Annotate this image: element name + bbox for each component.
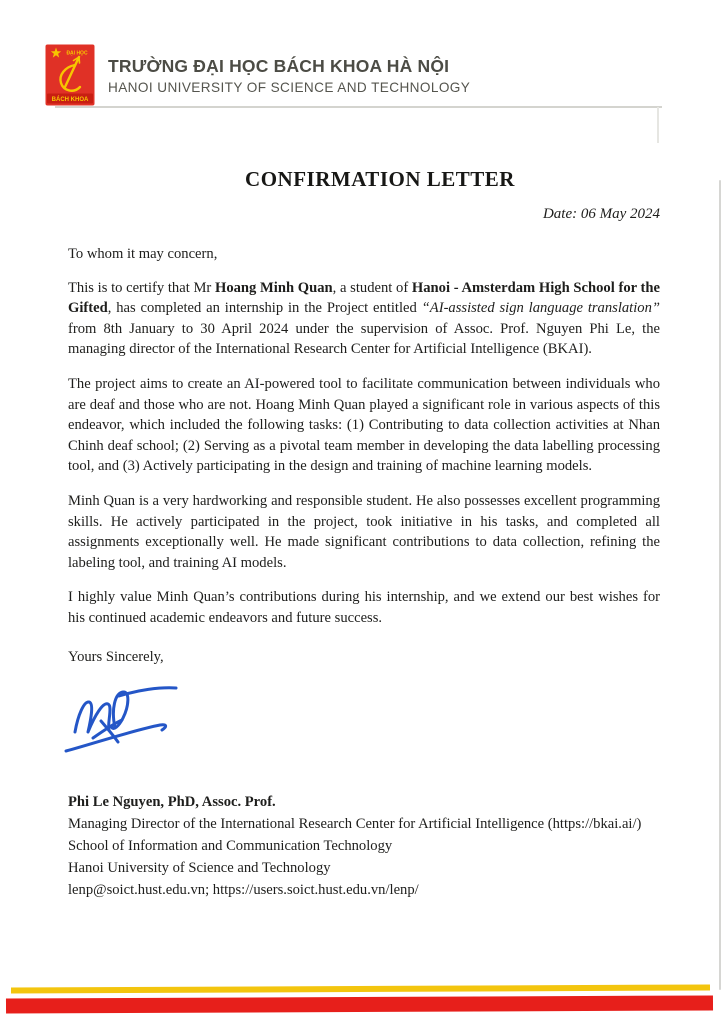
student-name: Hoang Minh Quan: [214, 279, 333, 296]
para1-text-1: This is to certify that Mr: [68, 279, 215, 296]
signature-strokes: [66, 688, 176, 751]
logo-bottom-text: BÁCH KHOA: [51, 97, 89, 103]
signer-title: Managing Director of the International Research Center for Artificial Intelligence (https://bkai.ai/): [68, 816, 642, 833]
para1-text-3: , has completed an internship in the Project entitled: [107, 300, 422, 317]
footer-yellow-bar: [11, 984, 710, 993]
date-line: Date: 06 May 2024: [542, 206, 660, 222]
para1-text-2: , a student of: [332, 279, 412, 296]
signer-university: Hanoi University of Science and Technology: [68, 860, 331, 877]
university-logo-icon: [45, 44, 95, 106]
university-name-en: HANOI UNIVERSITY OF SCIENCE AND TECHNOLOGY: [108, 79, 471, 95]
paragraph-2: The project aims to create an AI-powered tool to facilitate communication between individuals who are deaf and those who are not. Hoang Minh Quan played a significant role in various aspects of this endeavor, which included the following tasks: (1) Contributing to data collection activities at Nhan Chinh deaf school; (2) Serving as a pivotal team member in developing the data labelling processing tool, and (3) Actively participating in the design and training of machine learning models.: [68, 375, 660, 475]
university-name-vi: TRƯỜNG ĐẠI HỌC BÁCH KHOA HÀ NỘI: [108, 55, 450, 76]
signer-school: School of Information and Communication Technology: [68, 838, 393, 855]
paragraph-4: I highly value Minh Quan’s contributions during his internship, and we extend our best wishes for his continued academic endeavors and future success.: [68, 589, 660, 626]
signature: [62, 675, 660, 761]
signature-image: [62, 675, 197, 759]
scan-edge-line: [719, 180, 721, 990]
paragraph-3: Minh Quan is a very hardworking and responsible student. He also possesses excellent programming skills. He actively participated in the project, took initiative in his tasks, and completed all assignments exceptionally well. He made significant contributions to data collection, refining the labeling tool, and training AI models.: [68, 492, 660, 571]
footer-red-bar: [6, 995, 713, 1013]
letterhead: [45, 44, 470, 106]
project-title: “AI-assisted sign language translation”: [421, 300, 660, 317]
paragraph-1: [68, 278, 660, 360]
closing: Yours Sincerely,: [68, 648, 164, 665]
scan-artifact-mark: [657, 107, 659, 143]
header-divider: [55, 106, 662, 108]
para1-text-4: from 8th January to 30 April 2024 under the supervision of Assoc. Prof. Nguyen Phi Le, the managing director of the International Research Center for Artificial Intelligence (BKAI).: [68, 320, 660, 358]
school-name: Hanoi - Amsterdam High School for the Gifted: [68, 279, 660, 317]
salutation: To whom it may concern,: [68, 246, 218, 262]
signer-block: [68, 791, 660, 901]
signer-contact: lenp@soict.hust.edu.vn; https://users.soict.hust.edu.vn/lenp/: [68, 882, 419, 899]
letter-body: [68, 244, 660, 901]
letter-title: CONFIRMATION LETTER: [245, 167, 515, 191]
university-names: [108, 56, 470, 95]
signer-name: Phi Le Nguyen, PhD, Assoc. Prof.: [68, 794, 276, 811]
logo-top-text: ĐẠI HỌC: [66, 50, 88, 57]
